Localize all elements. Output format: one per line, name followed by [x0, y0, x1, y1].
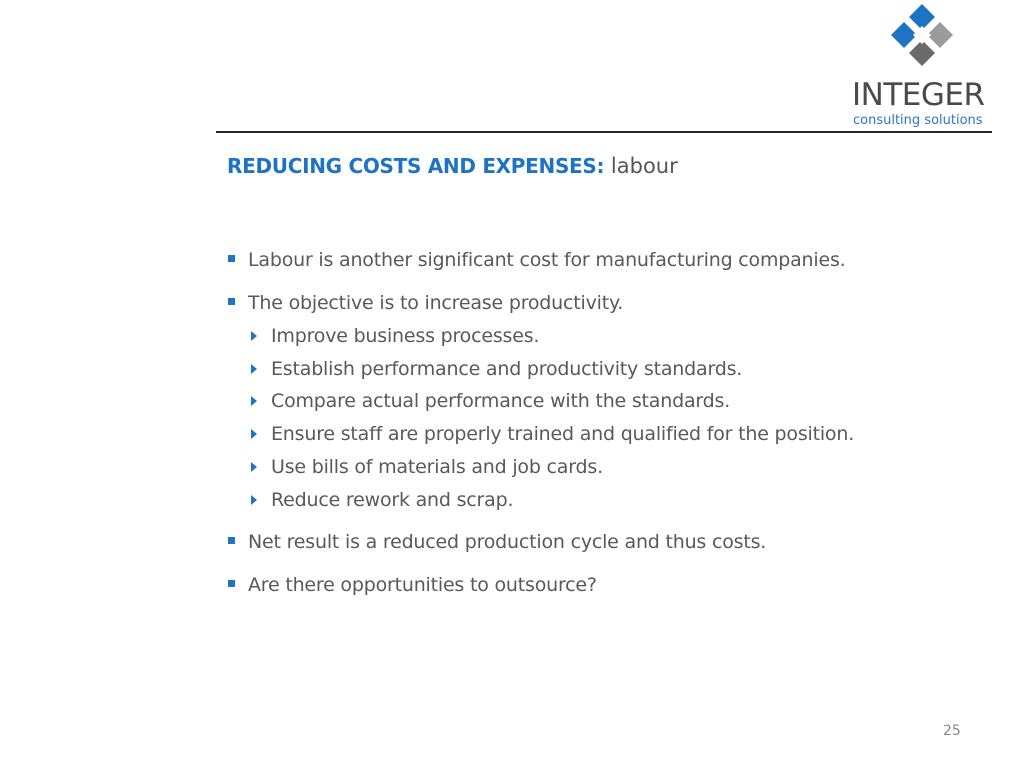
sub-bullet-item — [248, 418, 854, 451]
square-bullet-icon — [228, 537, 235, 544]
slide-title-strong: REDUCING COSTS AND EXPENSES: — [227, 154, 605, 178]
sub-bullet-item — [248, 385, 854, 418]
sub-bullet-text: Reduce rework and scrap. — [271, 488, 514, 511]
sub-bullet-text: Establish performance and productivity standards. — [271, 357, 743, 380]
logo-diamond-icon — [888, 2, 956, 68]
triangle-bullet-icon — [251, 495, 257, 505]
bullet-text: Labour is another significant cost for manufacturing companies. — [248, 249, 846, 271]
square-bullet-icon — [228, 298, 235, 305]
sub-bullet-list — [248, 320, 854, 516]
slide-title-rest: labour — [604, 154, 678, 178]
logo-diamond-center — [913, 26, 931, 44]
triangle-bullet-icon — [251, 331, 257, 341]
bullet-item — [228, 526, 854, 559]
bullet-text: The objective is to increase productivity. — [248, 292, 624, 314]
square-bullet-icon — [228, 580, 235, 587]
bullet-text: Are there opportunities to outsource? — [248, 574, 597, 597]
sub-bullet-text: Ensure staff are properly trained and qualified for the position. — [271, 423, 855, 446]
sub-bullet-text: Compare actual performance with the standards. — [271, 390, 731, 413]
sub-bullet-item — [248, 451, 854, 484]
bullet-item — [228, 287, 854, 516]
sub-bullet-item — [248, 320, 854, 353]
bullet-item — [228, 569, 854, 602]
slide-title — [227, 150, 678, 182]
sub-bullet-item — [248, 484, 854, 517]
bullet-item — [228, 244, 854, 277]
triangle-bullet-icon — [251, 396, 257, 406]
sub-bullet-text: Use bills of materials and job cards. — [271, 455, 603, 478]
sub-bullet-text: Improve business processes. — [271, 325, 540, 347]
triangle-bullet-icon — [251, 429, 257, 439]
bullet-text: Net result is a reduced production cycle and thus costs. — [248, 531, 767, 554]
page-number: 25 — [943, 723, 961, 739]
logo-wordmark: INTEGER — [852, 77, 985, 113]
logo-tagline: consulting solutions — [853, 113, 983, 128]
header-divider — [216, 131, 992, 133]
square-bullet-icon — [228, 255, 235, 262]
bullet-list — [228, 244, 854, 602]
triangle-bullet-icon — [251, 462, 257, 472]
sub-bullet-item — [248, 353, 854, 386]
triangle-bullet-icon — [251, 364, 257, 374]
